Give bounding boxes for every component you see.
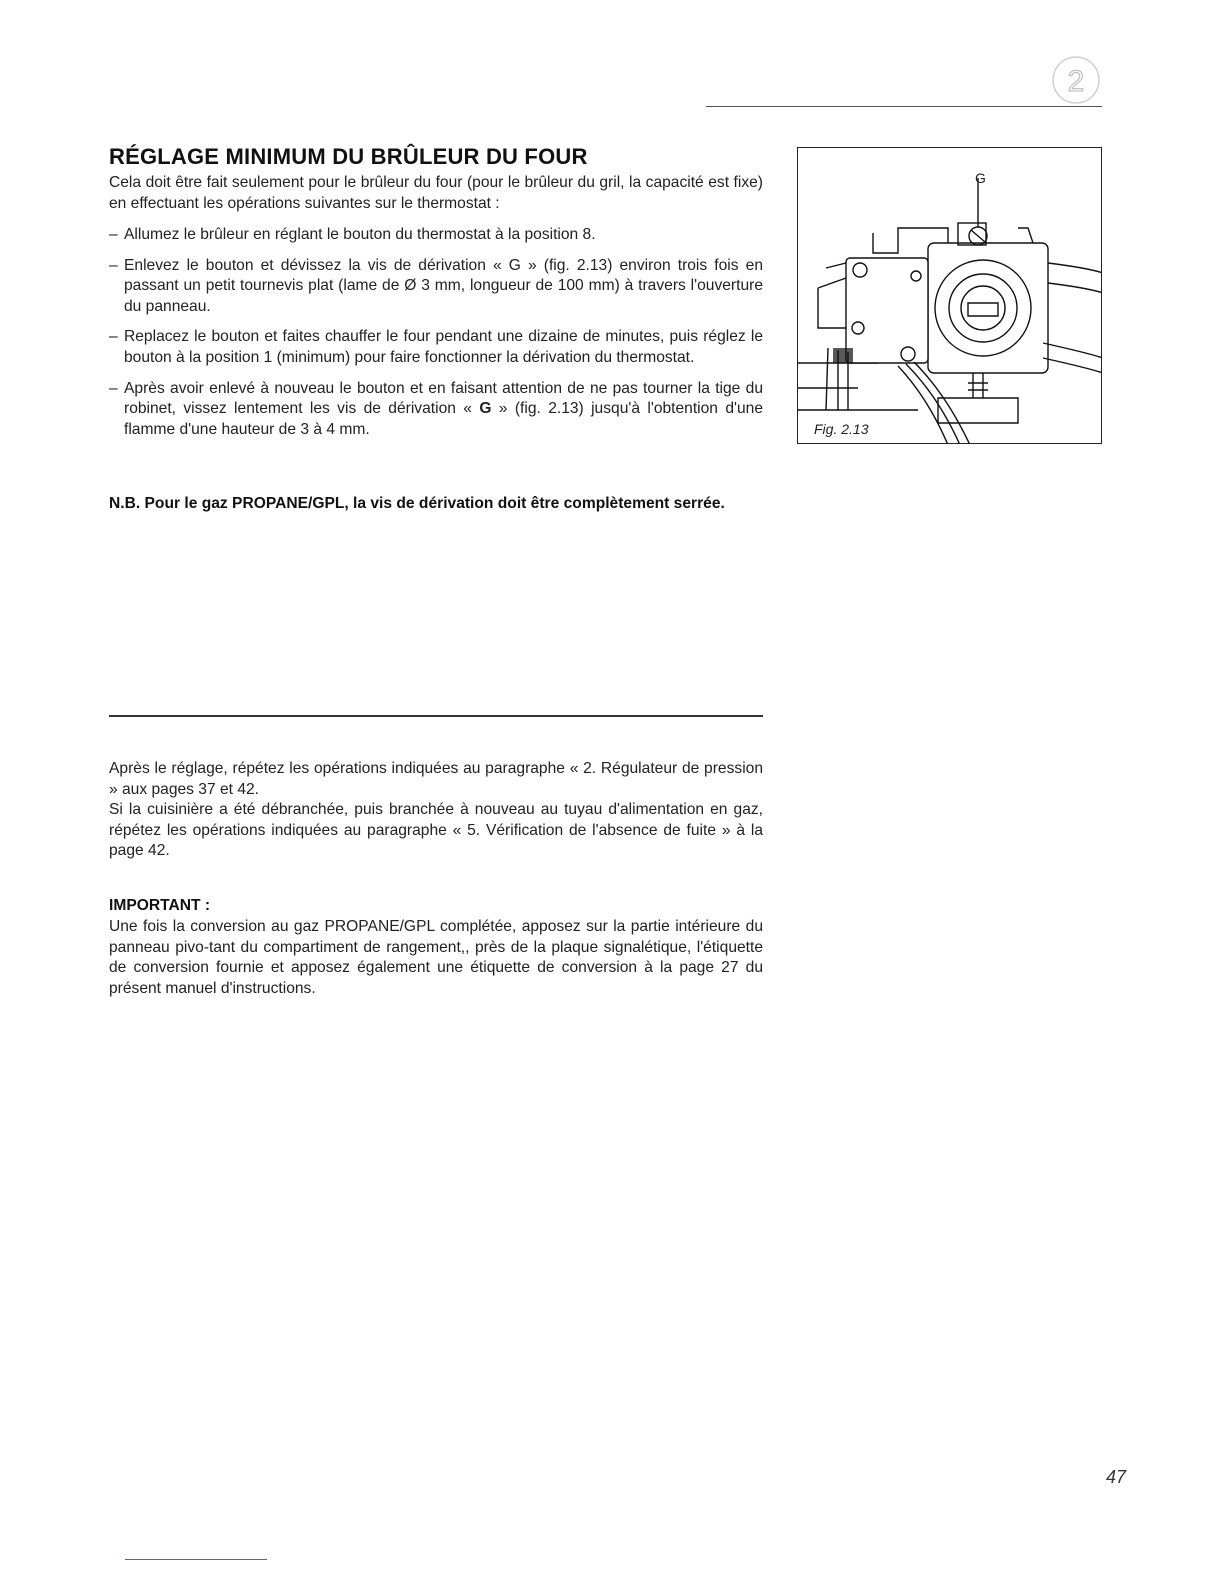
step-item: – Allumez le brûleur en réglant le bouton du thermostat à la position 8. xyxy=(109,225,763,246)
footer-rule xyxy=(125,1559,267,1560)
figure-caption: Fig. 2.13 xyxy=(814,421,869,437)
callout-label-g: G xyxy=(975,170,986,186)
steps-list xyxy=(109,225,763,450)
chapter-number-badge xyxy=(1050,54,1102,106)
intro-paragraph: Cela doit être fait seulement pour le brûleur du four (pour le brûleur du gril, la capacité est fixe) en effectuant les opérations suivantes sur le thermostat : xyxy=(109,174,763,212)
chapter-number: 2 xyxy=(1067,65,1085,98)
figure-thermostat xyxy=(797,147,1102,444)
step-item: – Après avoir enlevé à nouveau le bouton et en faisant attention de ne pas tourner la tige du robinet, vissez lentement les vis de dérivation « G » (fig. 2.13) jusqu'à l'obtention d'une flamme d'une hauteur de 3 à 4 mm. xyxy=(109,379,763,441)
step-item: – Replacez le bouton et faites chauffer le four pendant une dizaine de minutes, puis réglez le bouton à la position 1 (minimum) pour faire fonctionner la dérivation du thermostat. xyxy=(109,327,763,368)
header-rule xyxy=(706,106,1102,107)
page-number: 47 xyxy=(1106,1467,1127,1487)
important-body: Une fois la conversion au gaz PROPANE/GPL complétée, apposez sur la partie intérieure du panneau pivo-tant du compartiment de rangement,, près de la plaque signalétique, l'étiquette de conversion fournie et apposez également une étiquette de conversion à la page 27 du présent manuel d'instructions. xyxy=(109,918,763,997)
section-title: RÉGLAGE MINIMUM DU BRÛLEUR DU FOUR xyxy=(109,144,588,169)
after-paragraph-2: Si la cuisinière a été débranchée, puis branchée à nouveau au tuyau d'alimentation en gaz, répétez les opérations indiquées au paragraphe « 5. Vérification de l'absence de fuite » à la page 42. xyxy=(109,801,763,860)
nb-note: N.B. Pour le gaz PROPANE/GPL, la vis de dérivation doit être complètement serrée. xyxy=(109,495,725,512)
step-item: – Enlevez le bouton et dévissez la vis de dérivation « G » (fig. 2.13) environ trois fois en passant un petit tournevis plat (lame de Ø 3 mm, longueur de 100 mm) à travers l'ouverture du panneau. xyxy=(109,256,763,318)
thermostat-illustration xyxy=(798,148,1102,444)
important-heading: IMPORTANT : xyxy=(109,897,211,914)
section-divider xyxy=(109,715,763,717)
after-paragraph-1: Après le réglage, répétez les opérations indiquées au paragraphe « 2. Régulateur de pression » aux pages 37 et 42. xyxy=(109,760,763,798)
